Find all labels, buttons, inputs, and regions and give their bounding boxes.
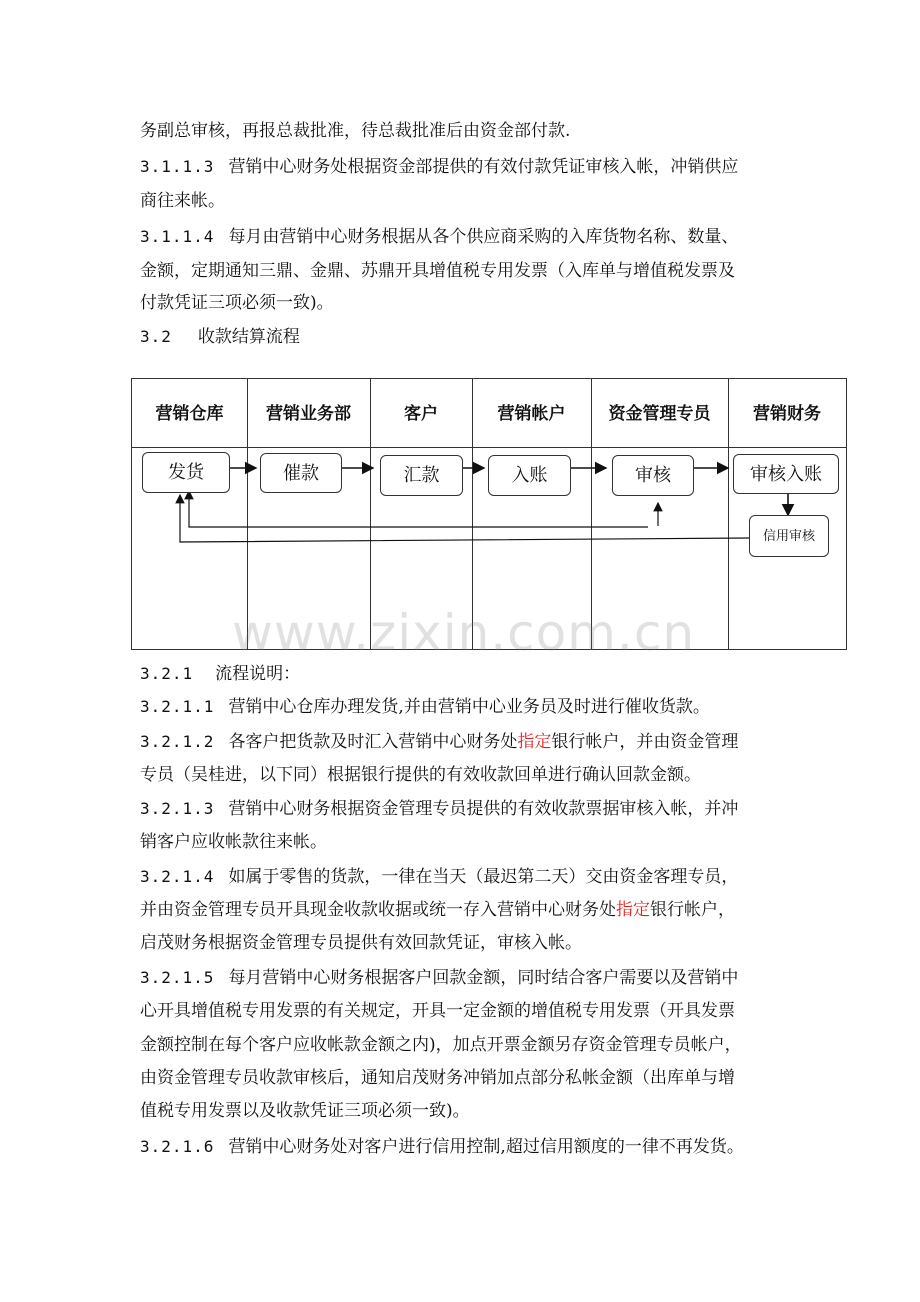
para-3-2-1-4-line3: 启茂财务根据资金管理专员提供有效回款凭证，审核入帐。: [140, 933, 582, 953]
section-number: 3.2.1.5: [140, 968, 215, 987]
para-3-2-1-2: 3.2.1.2 各客户把货款及时汇入营销中心财务处指定银行帐户，并由资金管理: [140, 732, 739, 752]
para-3-2-1: 3.2.1 流程说明：: [140, 664, 301, 684]
highlight-designated: 指定: [616, 900, 650, 920]
para-3-2-1-2-line2: 专员（吴桂进，以下同）根据银行提供的有效收款回单进行确认回款金额。: [140, 765, 701, 785]
flow-node-ship: 发货: [142, 452, 230, 493]
flow-node-audit-post: 审核入账: [733, 454, 839, 494]
flow-node-review: 审核: [612, 455, 694, 496]
para-3-1-1-4: 3.1.1.4 每月由营销中心财务根据从各个供应商采购的入库货物名称、数量、: [140, 227, 739, 247]
lane-header-customer: 客户: [404, 404, 438, 424]
para-3-2-1-4-line2: 并由资金管理专员开具现金收款收据或统一存入营销中心财务处指定银行帐户，: [140, 900, 735, 920]
watermark: www.zixin.com.cn: [232, 604, 696, 662]
para-3-2-1-3: 3.2.1.3 营销中心财务根据资金管理专员提供的有效收款票据审核入帐，并冲: [140, 799, 739, 819]
flow-node-urge-payment: 催款: [260, 453, 342, 493]
para-3-1-1-3-line2: 商往来帐。: [140, 191, 225, 211]
lane-header-sales-account: 营销帐户: [497, 404, 566, 424]
section-number: 3.2.1: [140, 664, 194, 683]
lane-header-finance: 营销财务: [753, 404, 821, 424]
para-3-1-1-4-line2: 金额，定期通知三鼎、金鼎、苏鼎开具增值税专用发票（入库单与增值税发票及: [140, 261, 735, 281]
flow-node-remit: 汇款: [380, 455, 463, 496]
section-number: 3.2.1.1: [140, 697, 215, 716]
para-3-2-1-5-line2: 心开具增值税专用发票的有关规定，开具一定金额的增值税专用发票（开具发票: [140, 1001, 735, 1021]
lane-header-fund-manager: 资金管理专员: [608, 404, 711, 424]
section-heading-3-2: 3.2 收款结算流程: [140, 327, 300, 347]
para-3-2-1-5-line4: 由资金管理专员收款审核后，通知启茂财务冲销加点部分私帐金额（出库单与增: [140, 1068, 735, 1088]
section-number: 3.2.1.2: [140, 732, 215, 751]
para-3-2-1-6: 3.2.1.6 营销中心财务处对客户进行信用控制,超过信用额度的一律不再发货。: [140, 1137, 744, 1157]
flow-node-post: 入账: [488, 455, 571, 496]
highlight-designated: 指定: [517, 732, 552, 752]
section-number: 3.2: [140, 327, 172, 346]
section-number: 3.1.1.3: [140, 157, 215, 176]
para-continuation: 务副总审核，再报总裁批准，待总裁批准后由资金部付款.: [140, 121, 571, 141]
para-3-2-1-1: 3.2.1.1 营销中心仓库办理发货,并由营销中心业务员及时进行催收货款。: [140, 697, 710, 717]
lane-header-warehouse: 营销仓库: [155, 404, 224, 424]
feedback-arrows: [180, 491, 749, 542]
para-3-2-1-5-line5: 值税专用发票以及收款凭证三项必须一致)。: [140, 1101, 470, 1121]
flow-node-credit-review: 信用审核: [749, 515, 829, 557]
para-3-2-1-5-line3: 金额控制在每个客户应收帐款金额之内)，加点开票金额另存资金管理专员帐户，: [140, 1035, 742, 1055]
section-number: 3.2.1.4: [140, 867, 215, 886]
section-number: 3.2.1.6: [140, 1137, 215, 1156]
para-3-2-1-5: 3.2.1.5 每月营销中心财务根据客户回款金额，同时结合客户需要以及营销中: [140, 968, 739, 988]
para-3-2-1-3-line2: 销客户应收帐款往来帐。: [140, 832, 327, 852]
para-3-1-1-4-line3: 付款凭证三项必须一致)。: [140, 293, 334, 313]
para-3-1-1-3: 3.1.1.3 营销中心财务处根据资金部提供的有效付款凭证审核入帐，冲销供应: [140, 157, 739, 177]
lane-header-sales-dept: 营销业务部: [266, 404, 351, 424]
section-number: 3.1.1.4: [140, 227, 215, 246]
para-3-2-1-4: 3.2.1.4 如属于零售的货款，一律在当天（最迟第二天）交由资金客理专员，: [140, 867, 739, 887]
section-number: 3.2.1.3: [140, 799, 215, 818]
